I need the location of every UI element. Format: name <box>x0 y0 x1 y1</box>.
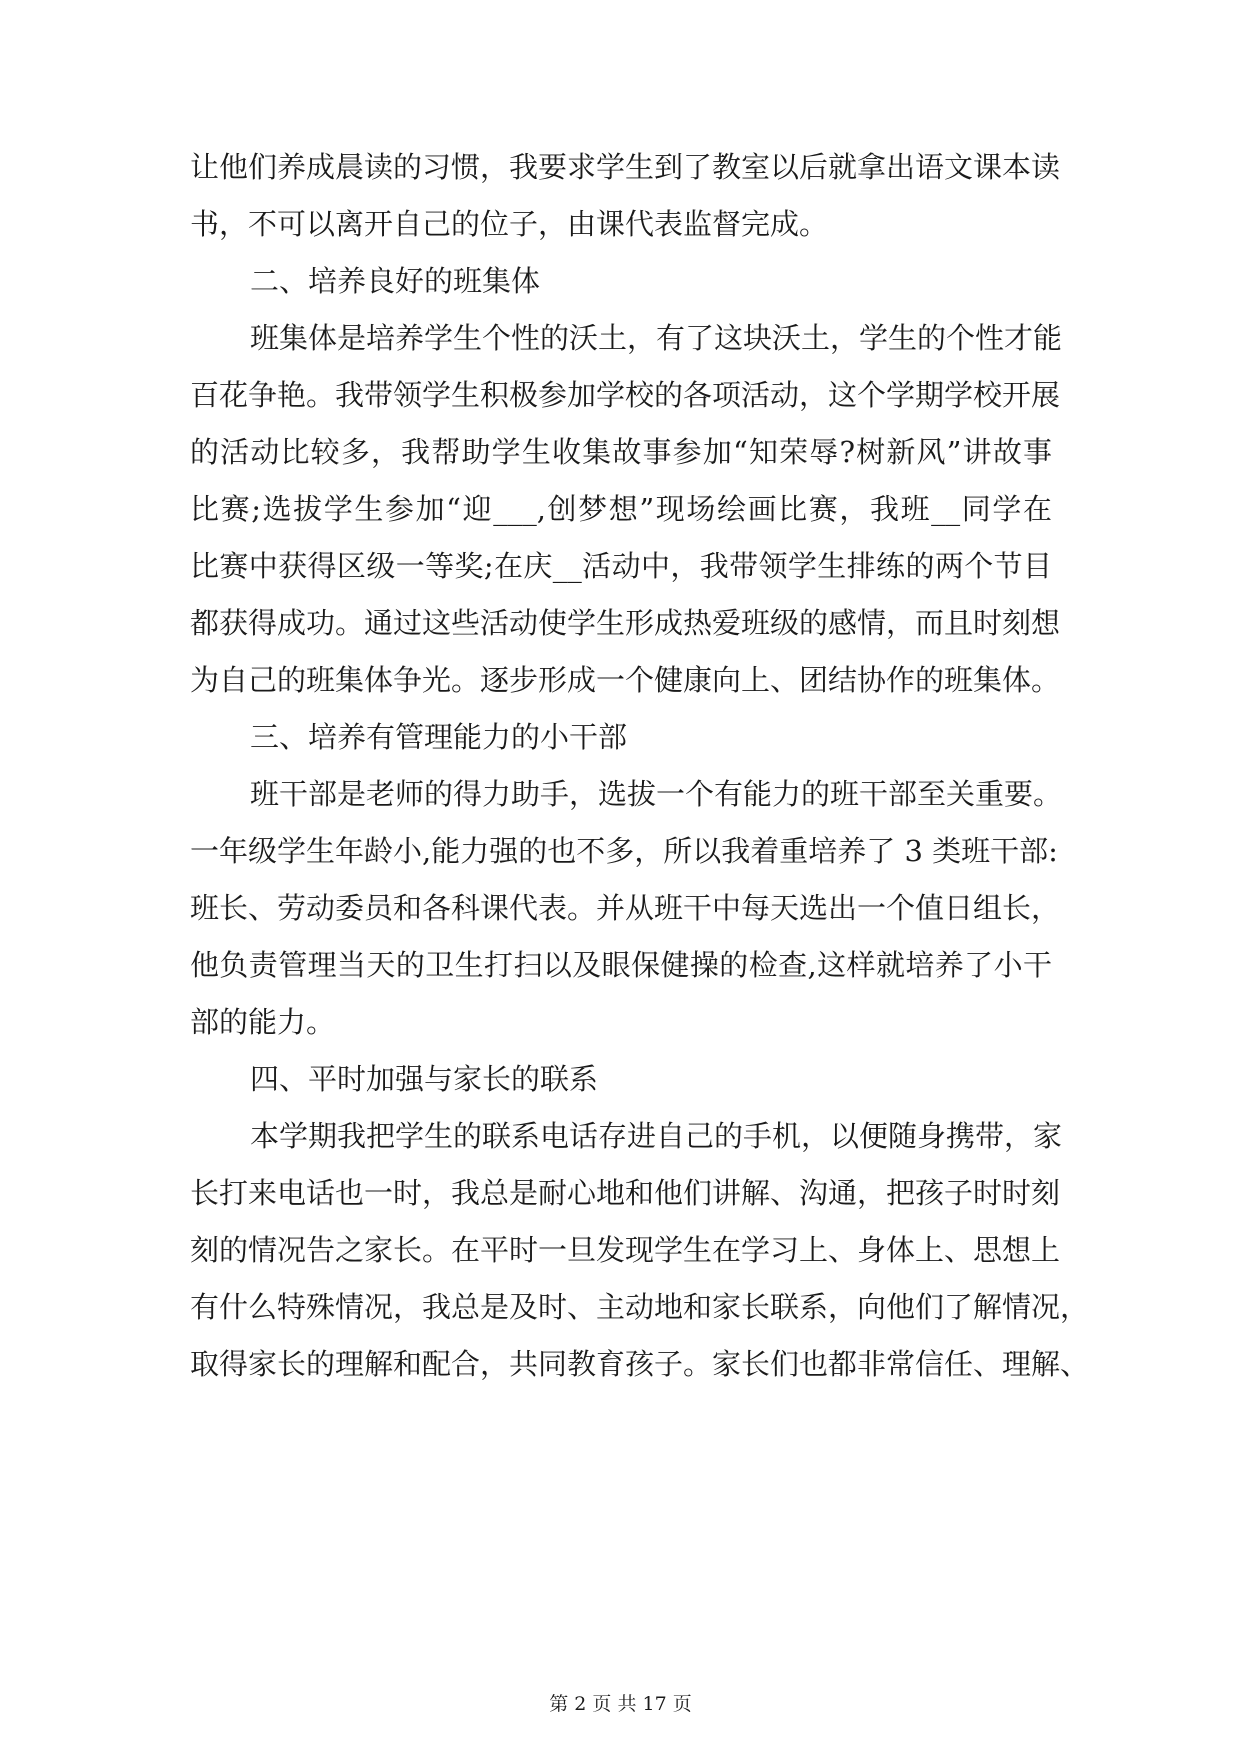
body-line: 百花争艳。我带领学生积极参加学校的各项活动，这个学期学校开展 <box>190 378 1061 412</box>
section-heading: 三、培养有管理能力的小干部 <box>250 720 628 754</box>
body-line: 的活动比较多，我帮助学生收集故事参加“知荣辱?树新风”讲故事 <box>190 435 1052 469</box>
body-line: 有什么特殊情况，我总是及时、主动地和家长联系，向他们了解情况， <box>190 1290 1090 1324</box>
body-line: 一年级学生年龄小,能力强的也不多，所以我着重培养了 3 类班干部: <box>190 834 1058 868</box>
body-line: 本学期我把学生的联系电话存进自己的手机，以便随身携带，家 <box>250 1119 1063 1153</box>
body-line: 班干部是老师的得力助手，选拔一个有能力的班干部至关重要。 <box>250 777 1063 811</box>
body-line: 他负责管理当天的卫生打扫以及眼保健操的检查,这样就培养了小干 <box>190 948 1052 982</box>
body-line: 刻的情况告之家长。在平时一旦发现学生在学习上、身体上、思想上 <box>190 1233 1061 1267</box>
body-line: 比赛;选拔学生参加“迎___,创梦想”现场绘画比赛，我班__同学在 <box>190 492 1052 526</box>
body-line: 为自己的班集体争光。逐步形成一个健康向上、团结协作的班集体。 <box>190 663 1061 697</box>
section-heading: 四、平时加强与家长的联系 <box>250 1062 599 1096</box>
body-line: 部的能力。 <box>190 1005 336 1039</box>
body-line: 书，不可以离开自己的位子，由课代表监督完成。 <box>190 207 829 241</box>
body-line: 长打来电话也一时，我总是耐心地和他们讲解、沟通，把孩子时时刻 <box>190 1176 1061 1210</box>
body-line: 班集体是培养学生个性的沃土，有了这块沃土，学生的个性才能 <box>250 321 1063 355</box>
body-line: 比赛中获得区级一等奖;在庆__活动中，我带领学生排练的两个节目 <box>190 549 1052 583</box>
section-heading: 二、培养良好的班集体 <box>250 264 541 298</box>
body-line: 取得家长的理解和配合，共同教育孩子。家长们也都非常信任、理解、 <box>190 1347 1090 1381</box>
body-line: 班长、劳动委员和各科课代表。并从班干中每天选出一个值日组长， <box>190 891 1061 925</box>
body-line: 都获得成功。通过这些活动使学生形成热爱班级的感情，而且时刻想 <box>190 606 1061 640</box>
page-number: 第 2 页 共 17 页 <box>549 1693 692 1715</box>
body-line: 让他们养成晨读的习惯，我要求学生到了教室以后就拿出语文课本读 <box>190 150 1061 184</box>
